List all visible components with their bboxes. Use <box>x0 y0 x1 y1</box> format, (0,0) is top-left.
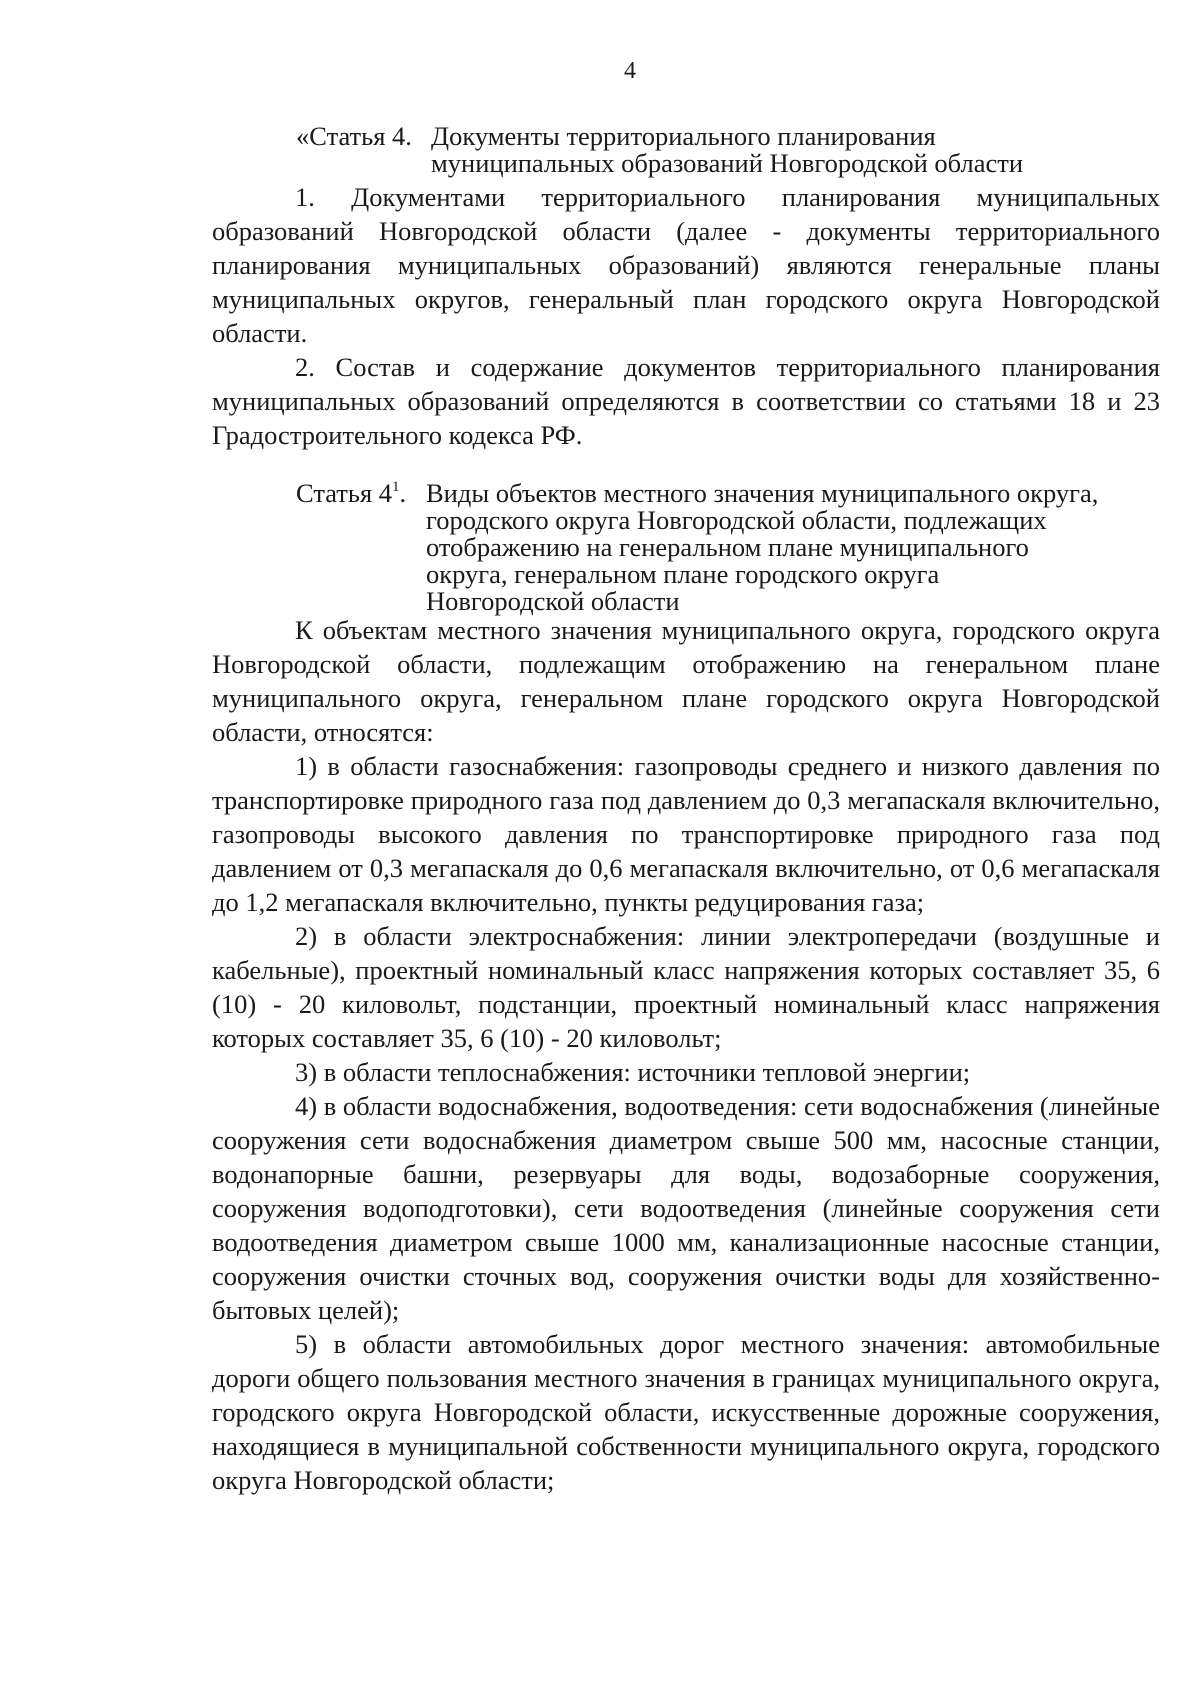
article-4-1-heading-line: городского округа Новгородской области, подлежащих <box>426 505 1047 535</box>
article-4-body <box>212 180 1160 452</box>
list-item-roads: 5) в области автомобильных дорог местного значения: автомобильные дороги общего пользования местного значения в границах муниципального округа, городского округа Новгородской области, искусственные дорожные сооружения, находящиеся в муниципальной собственности муниципального округа, городского округа Новгородской области; <box>212 1329 1160 1495</box>
article-4-1-heading-prefix-dot: . <box>399 478 407 508</box>
article-4-1-body <box>212 613 1160 1497</box>
article-4-heading-prefix: «Статья 4. <box>296 121 412 151</box>
article-4-heading <box>296 123 1136 177</box>
article-4-1-heading-prefix-text: Статья 4 <box>296 478 393 508</box>
article-4-1-intro: К объектам местного значения муниципального округа, городского округа Новгородской области, подлежащим отображению на генеральном плане муниципального округа, генеральном плане городского округа Новгородской области, относятся: <box>212 615 1160 747</box>
article-4-1-heading-line: Новгородской области <box>426 586 680 616</box>
article-4-heading-line: муниципальных образований Новгородской области <box>431 148 1024 178</box>
list-item-electricity: 2) в области электроснабжения: линии электропередачи (воздушные и кабельные), проектный номинальный класс напряжения которых составляет 35, 6 (10) - 20 киловольт, подстанции, проектный номинальный класс напряжения которых составляет 35, 6 (10) - 20 киловольт; <box>212 921 1160 1053</box>
article-4-heading-line: Документы территориального планирования <box>431 121 936 151</box>
article-4-paragraph: 1. Документами территориального планирования муниципальных образований Новгородской области (далее - документы территориального планирования муниципальных образований) являются генеральные планы муниципальных округов, генеральный план городского округа Новгородской области. <box>212 182 1160 348</box>
article-4-1-heading-line: округа, генеральном плане городского округа <box>426 559 940 589</box>
list-item-gas: 1) в области газоснабжения: газопроводы среднего и низкого давления по транспортировке природного газа под давлением до 0,3 мегапаскаля включительно, газопроводы высокого давления по транспортировке природного газа под давлением от 0,3 мегапаскаля до 0,6 мегапаскаля включительно, от 0,6 мегапаскаля до 1,2 мегапаскаля включительно, пункты редуцирования газа; <box>212 751 1160 917</box>
article-4-1-heading-line: Виды объектов местного значения муниципального округа, <box>426 478 1099 508</box>
article-4-paragraph: 2. Состав и содержание документов территориального планирования муниципальных образований определяются в соответствии со статьями 18 и 23 Градостроительного кодекса РФ. <box>212 352 1160 450</box>
page-number: 4 <box>624 58 636 84</box>
article-4-1-heading-prefix <box>296 480 406 507</box>
list-item-water: 4) в области водоснабжения, водоотведения: сети водоснабжения (линейные сооружения сети водоснабжения диаметром свыше 500 мм, насосные станции, водонапорные башни, резервуары для воды, водозаборные сооружения, сооружения водоподготовки), сети водоотведения (линейные сооружения сети водоотведения диаметром свыше 1000 мм, канализационные насосные станции, сооружения очистки сточных вод, сооружения очистки воды для хозяйственно-бытовых целей); <box>212 1091 1160 1325</box>
article-4-1-heading-superscript: 1 <box>392 479 400 495</box>
article-4-1-heading <box>296 480 1156 615</box>
article-4-1-heading-line: отображению на генеральном плане муниципального <box>426 532 1029 562</box>
list-item-heat: 3) в области теплоснабжения: источники тепловой энергии; <box>295 1057 971 1087</box>
